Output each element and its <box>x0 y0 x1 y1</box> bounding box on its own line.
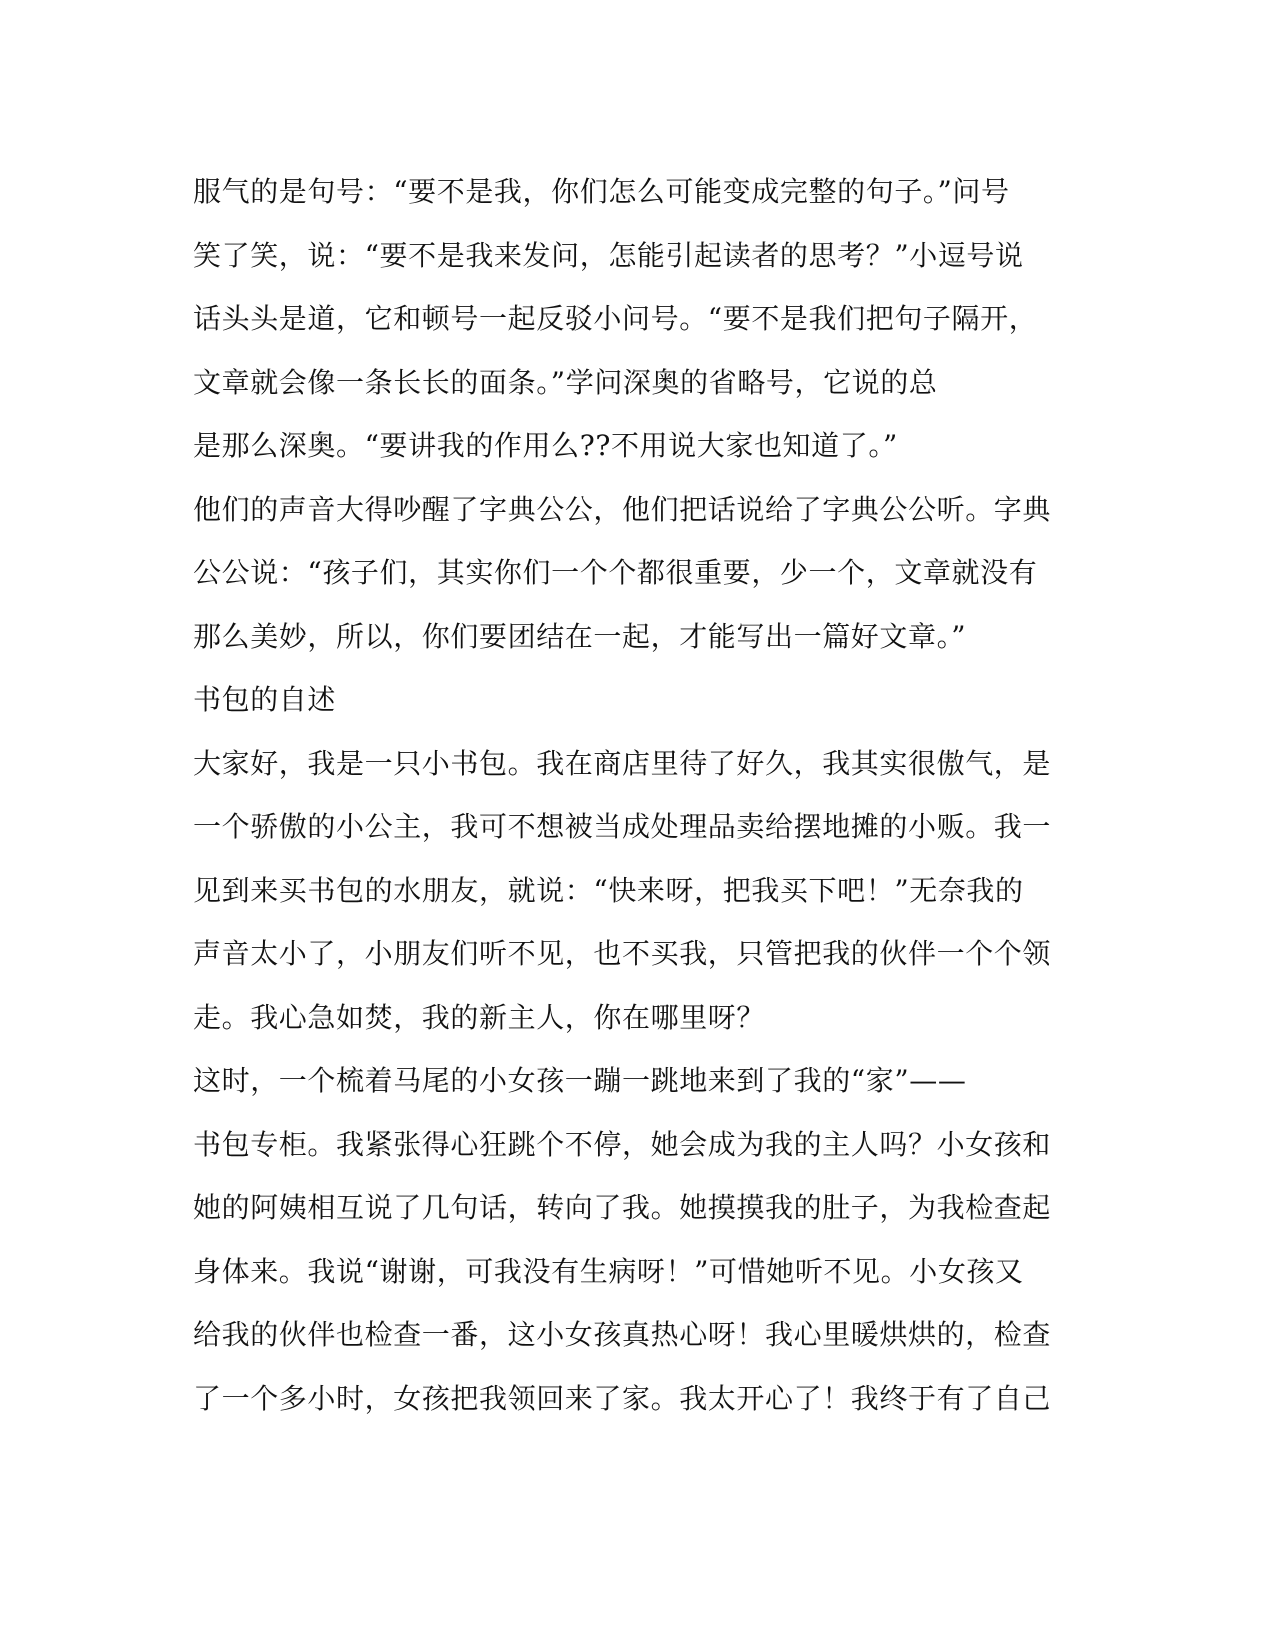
text-line: 服气的是句号：“要不是我，你们怎么可能变成完整的句子。”问号 <box>193 175 1010 208</box>
text-line: 走。我心急如焚，我的新主人，你在哪里呀？ <box>193 1000 766 1034</box>
text-line: 一个骄傲的小公主，我可不想被当成处理品卖给摆地摊的小贩。我一 <box>193 810 1052 843</box>
text-line: 公公说：“孩子们，其实你们一个个都很重要，少一个，文章就没有 <box>193 556 1038 589</box>
document-body <box>193 160 1083 1430</box>
text-line: 笑了笑，说：“要不是我来发问，怎能引起读者的思考？”小逗号说 <box>193 238 1024 272</box>
text-line: 身体来。我说“谢谢，可我没有生病呀！”可惜她听不见。小女孩又 <box>193 1254 1024 1288</box>
section-heading: 书包的自述 <box>193 683 337 716</box>
text-line: 给我的伙伴也检查一番，这小女孩真热心呀！我心里暖烘烘的，检查 <box>193 1318 1052 1351</box>
text-line: 她的阿姨相互说了几句话，转向了我。她摸摸我的肚子，为我检查起 <box>193 1191 1052 1224</box>
text-line: 声音太小了，小朋友们听不见，也不买我，只管把我的伙伴一个个领 <box>193 937 1052 970</box>
text-line: 书包专柜。我紧张得心狂跳个不停，她会成为我的主人吗？小女孩和 <box>193 1127 1052 1161</box>
text-line: 了一个多小时，女孩把我领回来了家。我太开心了！我终于有了自己 <box>193 1381 1052 1415</box>
text-line: 这时，一个梳着马尾的小女孩一蹦一跳地来到了我的“家”—— <box>193 1064 967 1097</box>
text-line: 话头头是道，它和顿号一起反驳小问号。“要不是我们把句子隔开， <box>193 302 1038 335</box>
text-line: 大家好，我是一只小书包。我在商店里待了好久，我其实很傲气，是 <box>193 746 1052 780</box>
text-line: 他们的声音大得吵醒了字典公公，他们把话说给了字典公公听。字典 <box>193 492 1052 526</box>
text-line: 那么美妙，所以，你们要团结在一起，才能写出一篇好文章。” <box>193 619 967 653</box>
text-line: 文章就会像一条长长的面条。”学问深奥的省略号，它说的总 <box>193 365 938 399</box>
text-line: 见到来买书包的水朋友，就说：“快来呀，把我买下吧！”无奈我的 <box>193 873 1024 907</box>
text-line: 是那么深奥。“要讲我的作用么??不用说大家也知道了。” <box>193 429 898 462</box>
